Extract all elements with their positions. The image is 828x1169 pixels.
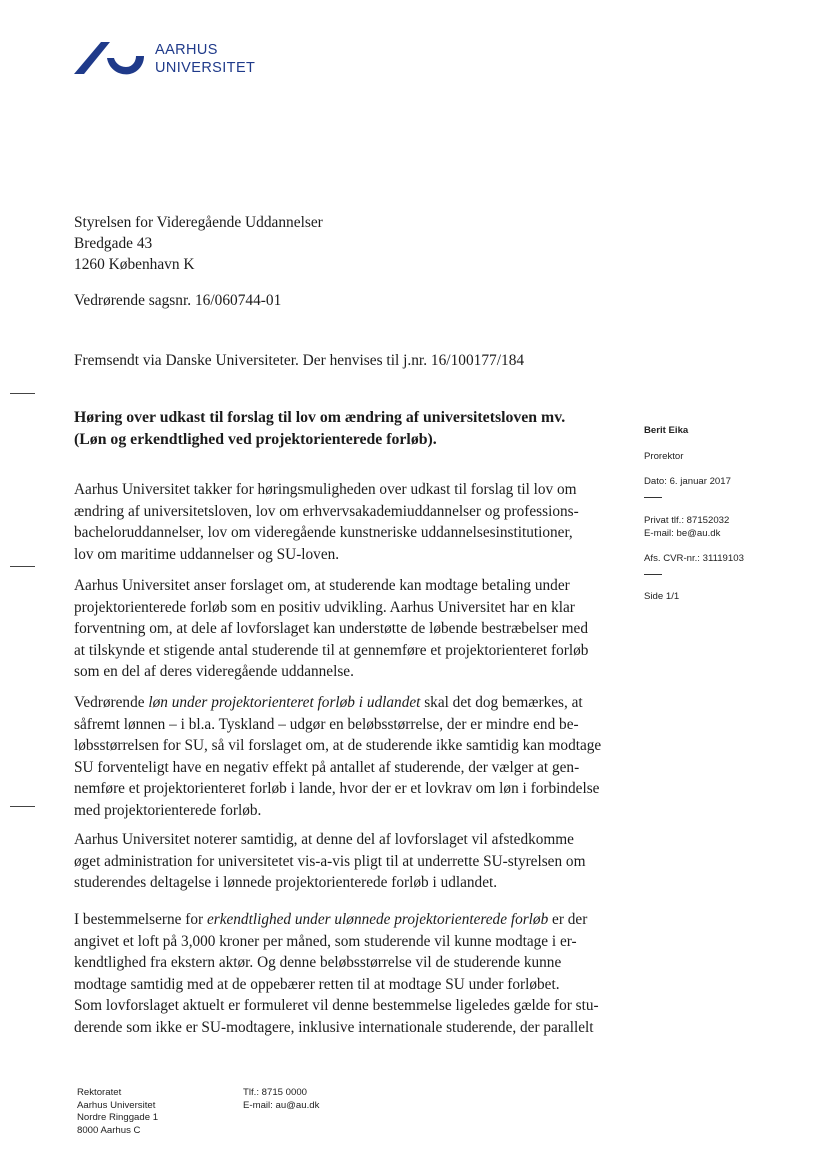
title-line-2: (Løn og erkendtlighed ved projektorienterede forløb). <box>74 431 437 448</box>
paragraph-2 <box>74 575 634 683</box>
fold-mark <box>10 393 35 394</box>
paragraph-5 <box>74 909 634 1038</box>
sidebar-divider <box>644 497 662 498</box>
title-line-1: Høring over udkast til forslag til lov om ændring af universitetsloven mv. <box>74 409 566 426</box>
letter-title <box>74 407 634 451</box>
text-run: I bestemmelserne for <box>74 911 207 928</box>
paragraph-line: løbsstørrelsen for SU, så vil forslaget om, at de studerende ikke samtidig kan modtage <box>74 737 602 754</box>
italic-phrase: erkendtlighed under ulønnede projektorienterede forløb <box>206 911 549 928</box>
footer-city: 8000 Aarhus C <box>77 1124 141 1136</box>
recipient-street: Bredgade 43 <box>74 235 153 252</box>
paragraph-3 <box>74 692 634 821</box>
footer-org: Aarhus Universitet <box>77 1099 156 1111</box>
paragraph-line: modtage samtidig med at de oppebærer retten til at modtage SU under forløbet. <box>74 975 560 993</box>
footer-contact <box>243 1087 319 1112</box>
paragraph-line: studerendes deltagelse i lønnede projektorienterede forløb i udlandet. <box>74 874 498 891</box>
fold-mark <box>10 566 35 567</box>
paragraph-line: bacheloruddannelser, lov om videregående kunstneriske uddannelsesinstitutioner, <box>74 524 573 541</box>
paragraph-line: forventning om, at dele af lovforslaget kan understøtte de løbende bestræbelser med <box>74 620 588 637</box>
sidebar-divider <box>644 574 662 575</box>
paragraph-line: Som lovforslaget aktuelt er formuleret vil denne bestemmelse ligeledes gælde for stu- <box>74 997 599 1014</box>
paragraph-line: med projektorienterede forløb. <box>74 801 262 819</box>
paragraph-line: at tilskynde et stigende antal studerende til at gennemføre et projektorienteret forløb <box>74 641 589 659</box>
recipient-name: Styrelsen for Videregående Uddannelser <box>74 214 323 231</box>
paragraph-line: SU forventeligt have en negativ effekt på antallet af studerende, der vælger at gen- <box>74 758 580 776</box>
text-run: skal det dog bemærkes, at <box>420 694 583 711</box>
sender-name: Berit Eika <box>644 425 689 436</box>
paragraph-line <box>74 909 634 931</box>
paragraph-line: ændring af universitetsloven, lov om erhvervsakademiuddannelser og professions- <box>74 502 579 520</box>
paragraph-line: såfremt lønnen – i bl.a. Tyskland – udgør en beløbsstørrelse, der er mindre end be- <box>74 715 579 733</box>
logo-wordmark <box>155 41 255 77</box>
footer-address <box>77 1087 158 1137</box>
paragraph-line: Aarhus Universitet anser forslaget om, at studerende kan modtage betaling under <box>74 577 570 594</box>
paragraph-line: nemføre et projektorienteret forløb i lande, hvor der er et lovkrav om løn i forbindelse <box>74 780 600 797</box>
text-run: Vedrørende <box>74 694 149 711</box>
sender-phone: Privat tlf.: 87152032 <box>644 515 730 526</box>
logo-line-1: AARHUS <box>155 42 218 58</box>
paragraph-line: kendtlighed fra ekstern aktør. Og denne beløbsstørrelse vil de studerende kunne <box>74 954 562 971</box>
footer-dept: Rektoratet <box>77 1087 122 1098</box>
footer-street: Nordre Ringgade 1 <box>77 1112 159 1123</box>
paragraph-line: lov om maritime uddannelser og SU-loven. <box>74 545 340 563</box>
fold-mark <box>10 806 35 807</box>
page-indicator: Side 1/1 <box>644 591 680 602</box>
footer-phone: Tlf.: 8715 0000 <box>243 1087 308 1098</box>
letter-date: Dato: 6. januar 2017 <box>644 476 731 487</box>
case-reference: Vedrørende sagsnr. 16/060744-01 <box>74 292 282 309</box>
paragraph-line: øget administration for universitetet vis-a-vis pligt til at underrette SU-styrelsen om <box>74 852 586 870</box>
sender-email: E-mail: be@au.dk <box>644 528 721 539</box>
paragraph-line: angivet et loft på 3,000 kroner per måned, som studerende vil kunne modtage i er- <box>74 932 577 950</box>
text-run: er der <box>548 911 588 928</box>
recipient-city: 1260 København K <box>74 256 195 273</box>
logo-line-2: UNIVERSITET <box>155 60 256 76</box>
paragraph-line: Aarhus Universitet noterer samtidig, at denne del af lovforslaget vil afstedkomme <box>74 831 574 848</box>
recipient-address <box>74 212 323 275</box>
paragraph-line: derende som ikke er SU-modtagere, inklusive internationale studerende, der parallelt <box>74 1018 594 1036</box>
italic-phrase: løn under projektorienteret forløb i udlandet <box>148 694 421 711</box>
paragraph-line: som en del af deres videregående uddannelse. <box>74 663 354 680</box>
aarhus-university-logo-icon <box>74 40 146 76</box>
paragraph-4 <box>74 829 634 894</box>
footer-email: E-mail: au@au.dk <box>243 1099 320 1111</box>
paragraph-line: projektorienterede forløb som en positiv udvikling. Aarhus Universitet har en klar <box>74 598 575 616</box>
paragraph-1 <box>74 479 634 565</box>
paragraph-line <box>74 692 634 714</box>
sender-role: Prorektor <box>644 451 684 462</box>
paragraph-line: Aarhus Universitet takker for høringsmuligheden over udkast til forslag til lov om <box>74 481 577 498</box>
sent-via-note: Fremsendt via Danske Universiteter. Der henvises til j.nr. 16/100177/184 <box>74 352 525 369</box>
sender-cvr: Afs. CVR-nr.: 31119103 <box>644 553 744 564</box>
